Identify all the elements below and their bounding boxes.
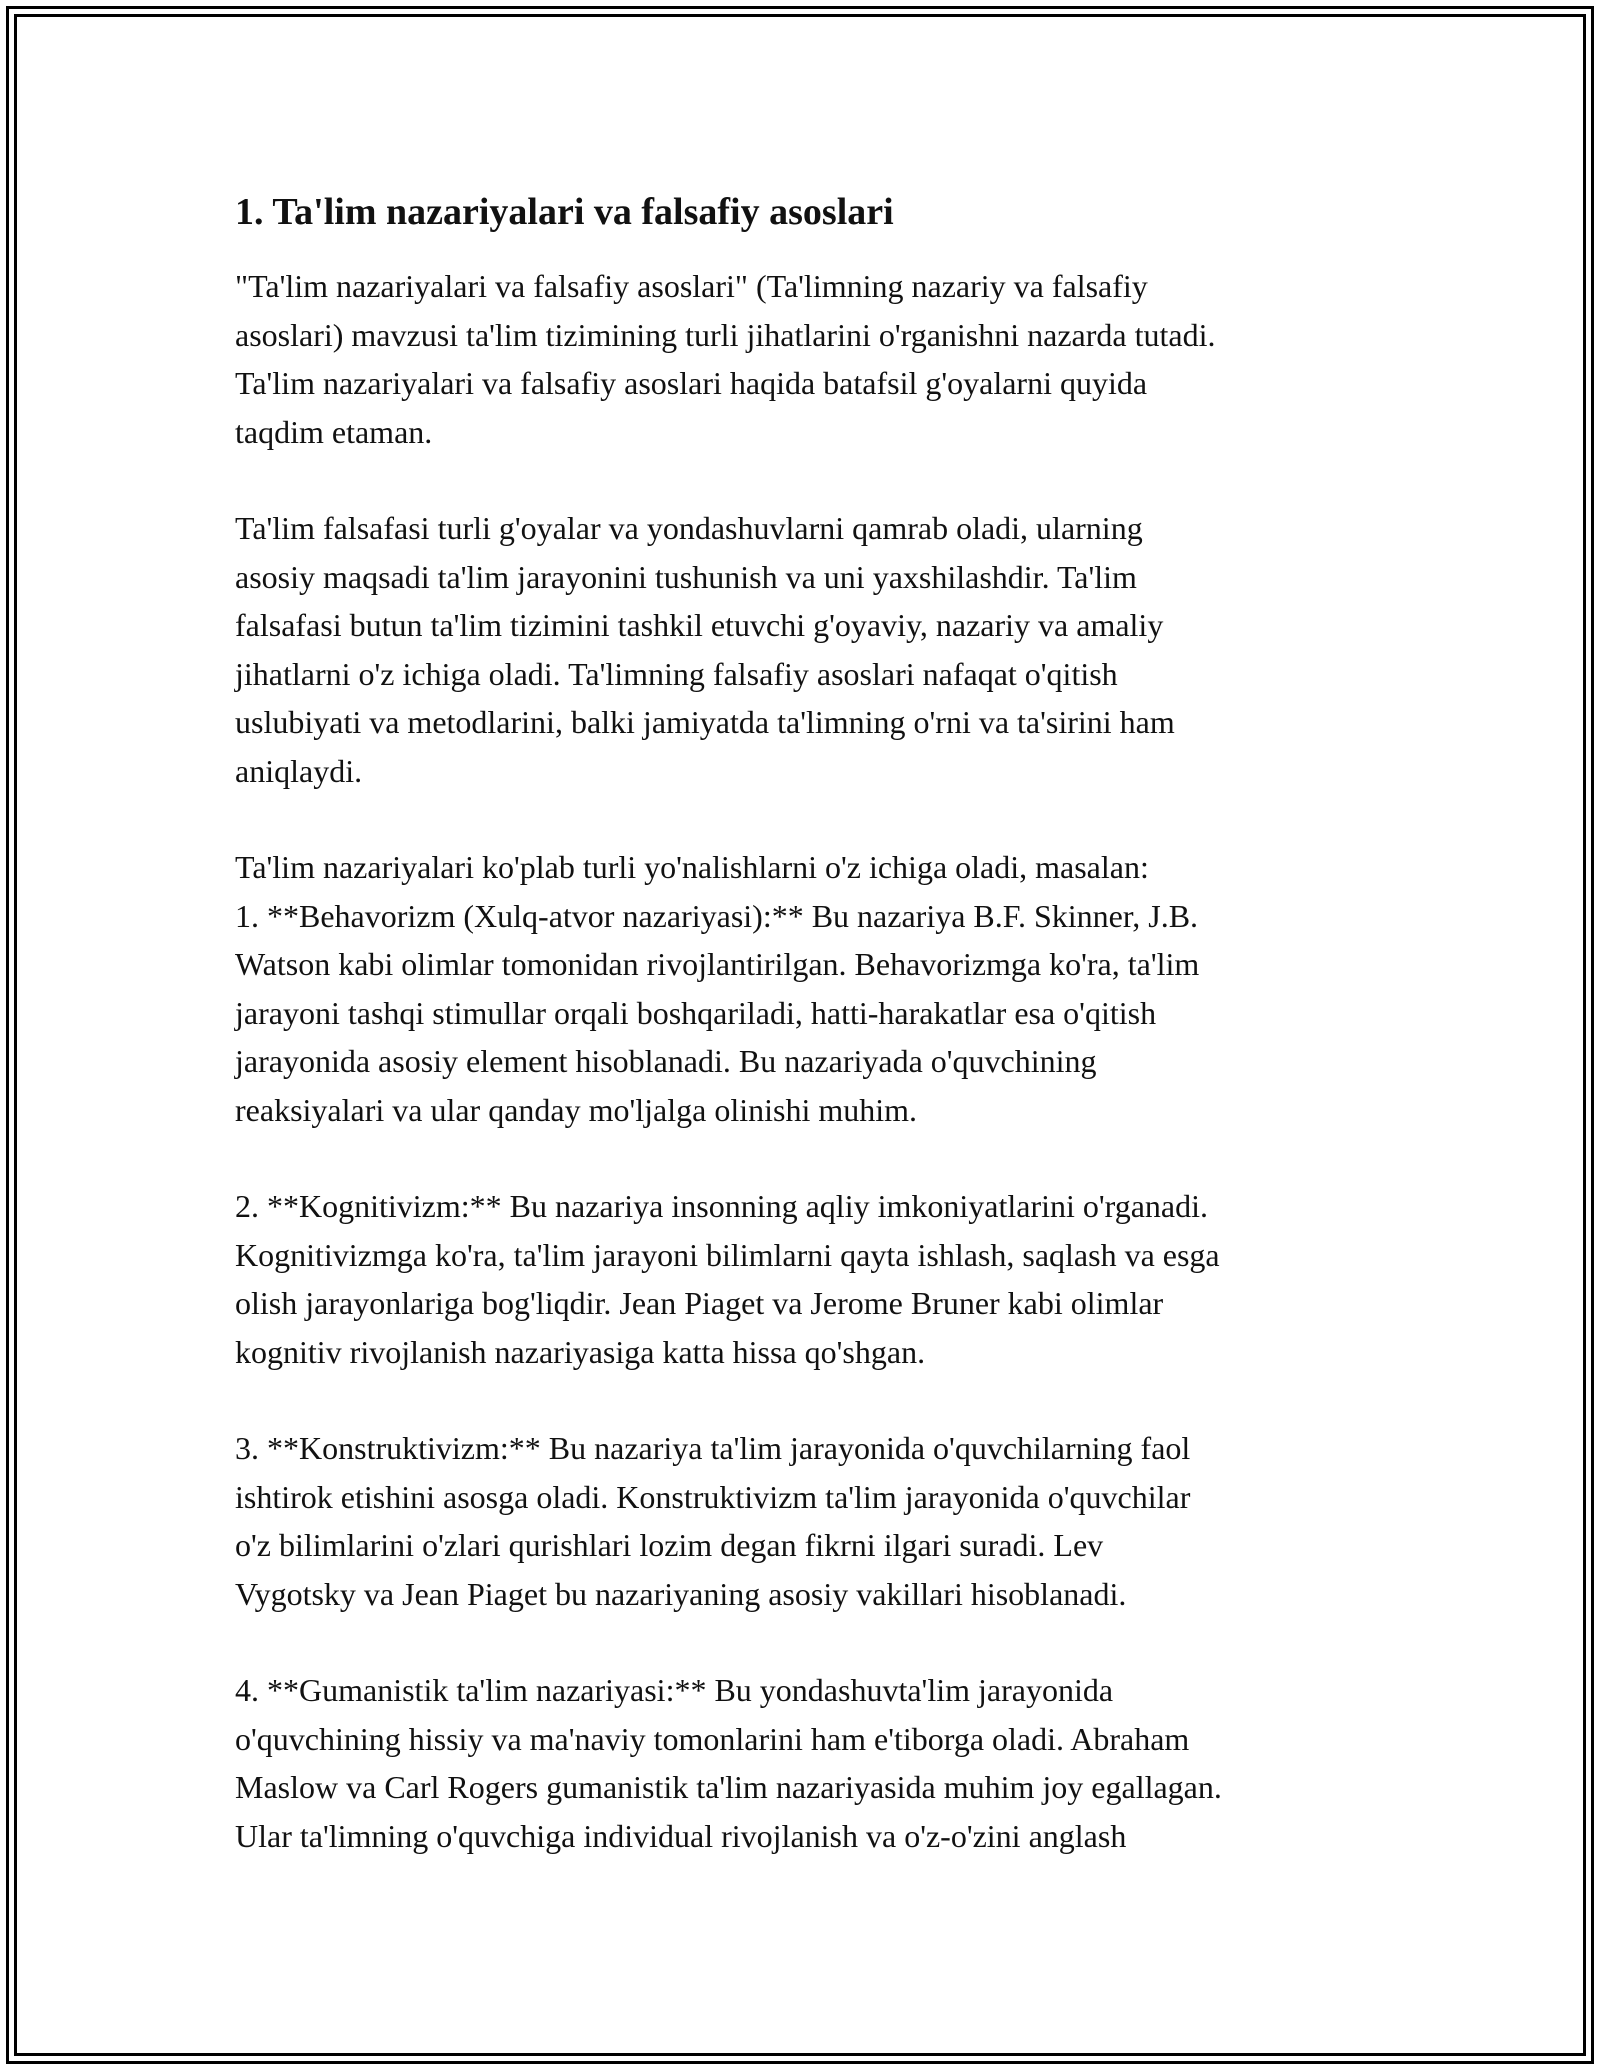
paragraph-philosophy — [235, 504, 1375, 795]
text-line: kognitiv rivojlanish nazariyasiga katta hissa qo'shgan. — [235, 1333, 926, 1370]
text-line: jihatlarni o'z ichiga oladi. Ta'limning falsafiy asoslari nafaqat o'qitish — [235, 655, 1118, 692]
text-line: reaksiyalari va ular qanday mo'ljalga olinishi muhim. — [235, 1091, 918, 1128]
text-line: Ta'lim falsafasi turli g'oyalar va yondashuvlarni qamrab oladi, ularning — [235, 510, 1143, 546]
text-line: 2. **Kognitivizm:** Bu nazariya insonning aqliy imkoniyatlarini o'rganadi. — [235, 1188, 1209, 1224]
text-line: aniqlaydi. — [235, 752, 363, 789]
text-line: Watson kabi olimlar tomonidan rivojlantirilgan. Behavorizmga ko'ra, ta'lim — [235, 946, 1200, 982]
paragraph-humanism — [235, 1666, 1375, 1860]
text-line: uslubiyati va metodlarini, balki jamiyatda ta'limning o'rni va ta'sirini ham — [235, 704, 1175, 740]
text-line: Ta'lim nazariyalari va falsafiy asoslari haqida batafsil g'oyalarni quyida — [235, 365, 1148, 401]
text-line: falsafasi butun ta'lim tizimini tashkil etuvchi g'oyaviy, nazariy va amaliy — [235, 607, 1164, 643]
text-line: ishtirok etishini asosga oladi. Konstruktivizm ta'lim jarayonida o'quvchilar — [235, 1478, 1191, 1515]
text-line: Ta'lim nazariyalari ko'plab turli yo'nalishlarni o'z ichiga oladi, masalan: — [235, 849, 1149, 885]
text-line: jarayoni tashqi stimullar orqali boshqariladi, hatti-harakatlar esa o'qitish — [235, 994, 1157, 1031]
paragraph-behaviorism — [235, 843, 1375, 1134]
text-line: olish jarayonlariga bog'liqdir. Jean Piaget va Jerome Bruner kabi olimlar — [235, 1285, 1164, 1321]
paragraph-constructivism — [235, 1424, 1375, 1618]
text-line: 3. **Konstruktivizm:** Bu nazariya ta'lim jarayonida o'quvchilarning faol — [235, 1430, 1191, 1466]
text-line: taqdim etaman. — [235, 413, 433, 450]
text-line: asosiy maqsadi ta'lim jarayonini tushunish va uni yaxshilashdir. Ta'lim — [235, 558, 1137, 595]
paragraph-intro — [235, 262, 1375, 456]
document-body — [235, 188, 1375, 1908]
text-line: 4. **Gumanistik ta'lim nazariyasi:** Bu yondashuvta'lim jarayonida — [235, 1672, 1114, 1708]
text-line: o'z bilimlarini o'zlari qurishlari lozim degan fikrni ilgari suradi. Lev — [235, 1527, 1104, 1563]
text-line: o'quvchining hissiy va ma'naviy tomonlarini ham e'tiborga oladi. Abraham — [235, 1720, 1190, 1757]
text-line: 1. **Behavorizm (Xulq-atvor nazariyasi):** Bu nazariya B.F. Skinner, J.B. — [235, 897, 1199, 934]
text-line: Kognitivizmga ko'ra, ta'lim jarayoni bilimlarni qayta ishlash, saqlash va esga — [235, 1236, 1220, 1273]
text-line: jarayonida asosiy element hisoblanadi. Bu nazariyada o'quvchining — [235, 1043, 1097, 1079]
text-line: asoslari) mavzusi ta'lim tizimining turli jihatlarini o'rganishni nazarda tutadi. — [235, 316, 1216, 353]
text-line: Maslow va Carl Rogers gumanistik ta'lim nazariyasida muhim joy egallagan. — [235, 1769, 1222, 1805]
text-line: Vygotsky va Jean Piaget bu nazariyaning asosiy vakillari hisoblanadi. — [235, 1575, 1127, 1612]
paragraph-cognitivism — [235, 1182, 1375, 1376]
document-title: 1. Ta'lim nazariyalari va falsafiy asoslari — [235, 191, 894, 233]
text-line: "Ta'lim nazariyalari va falsafiy asoslari" (Ta'limning nazariy va falsafiy — [235, 268, 1148, 304]
text-line: Ular ta'limning o'quvchiga individual rivojlanish va o'z-o'zini anglash — [235, 1817, 1127, 1854]
